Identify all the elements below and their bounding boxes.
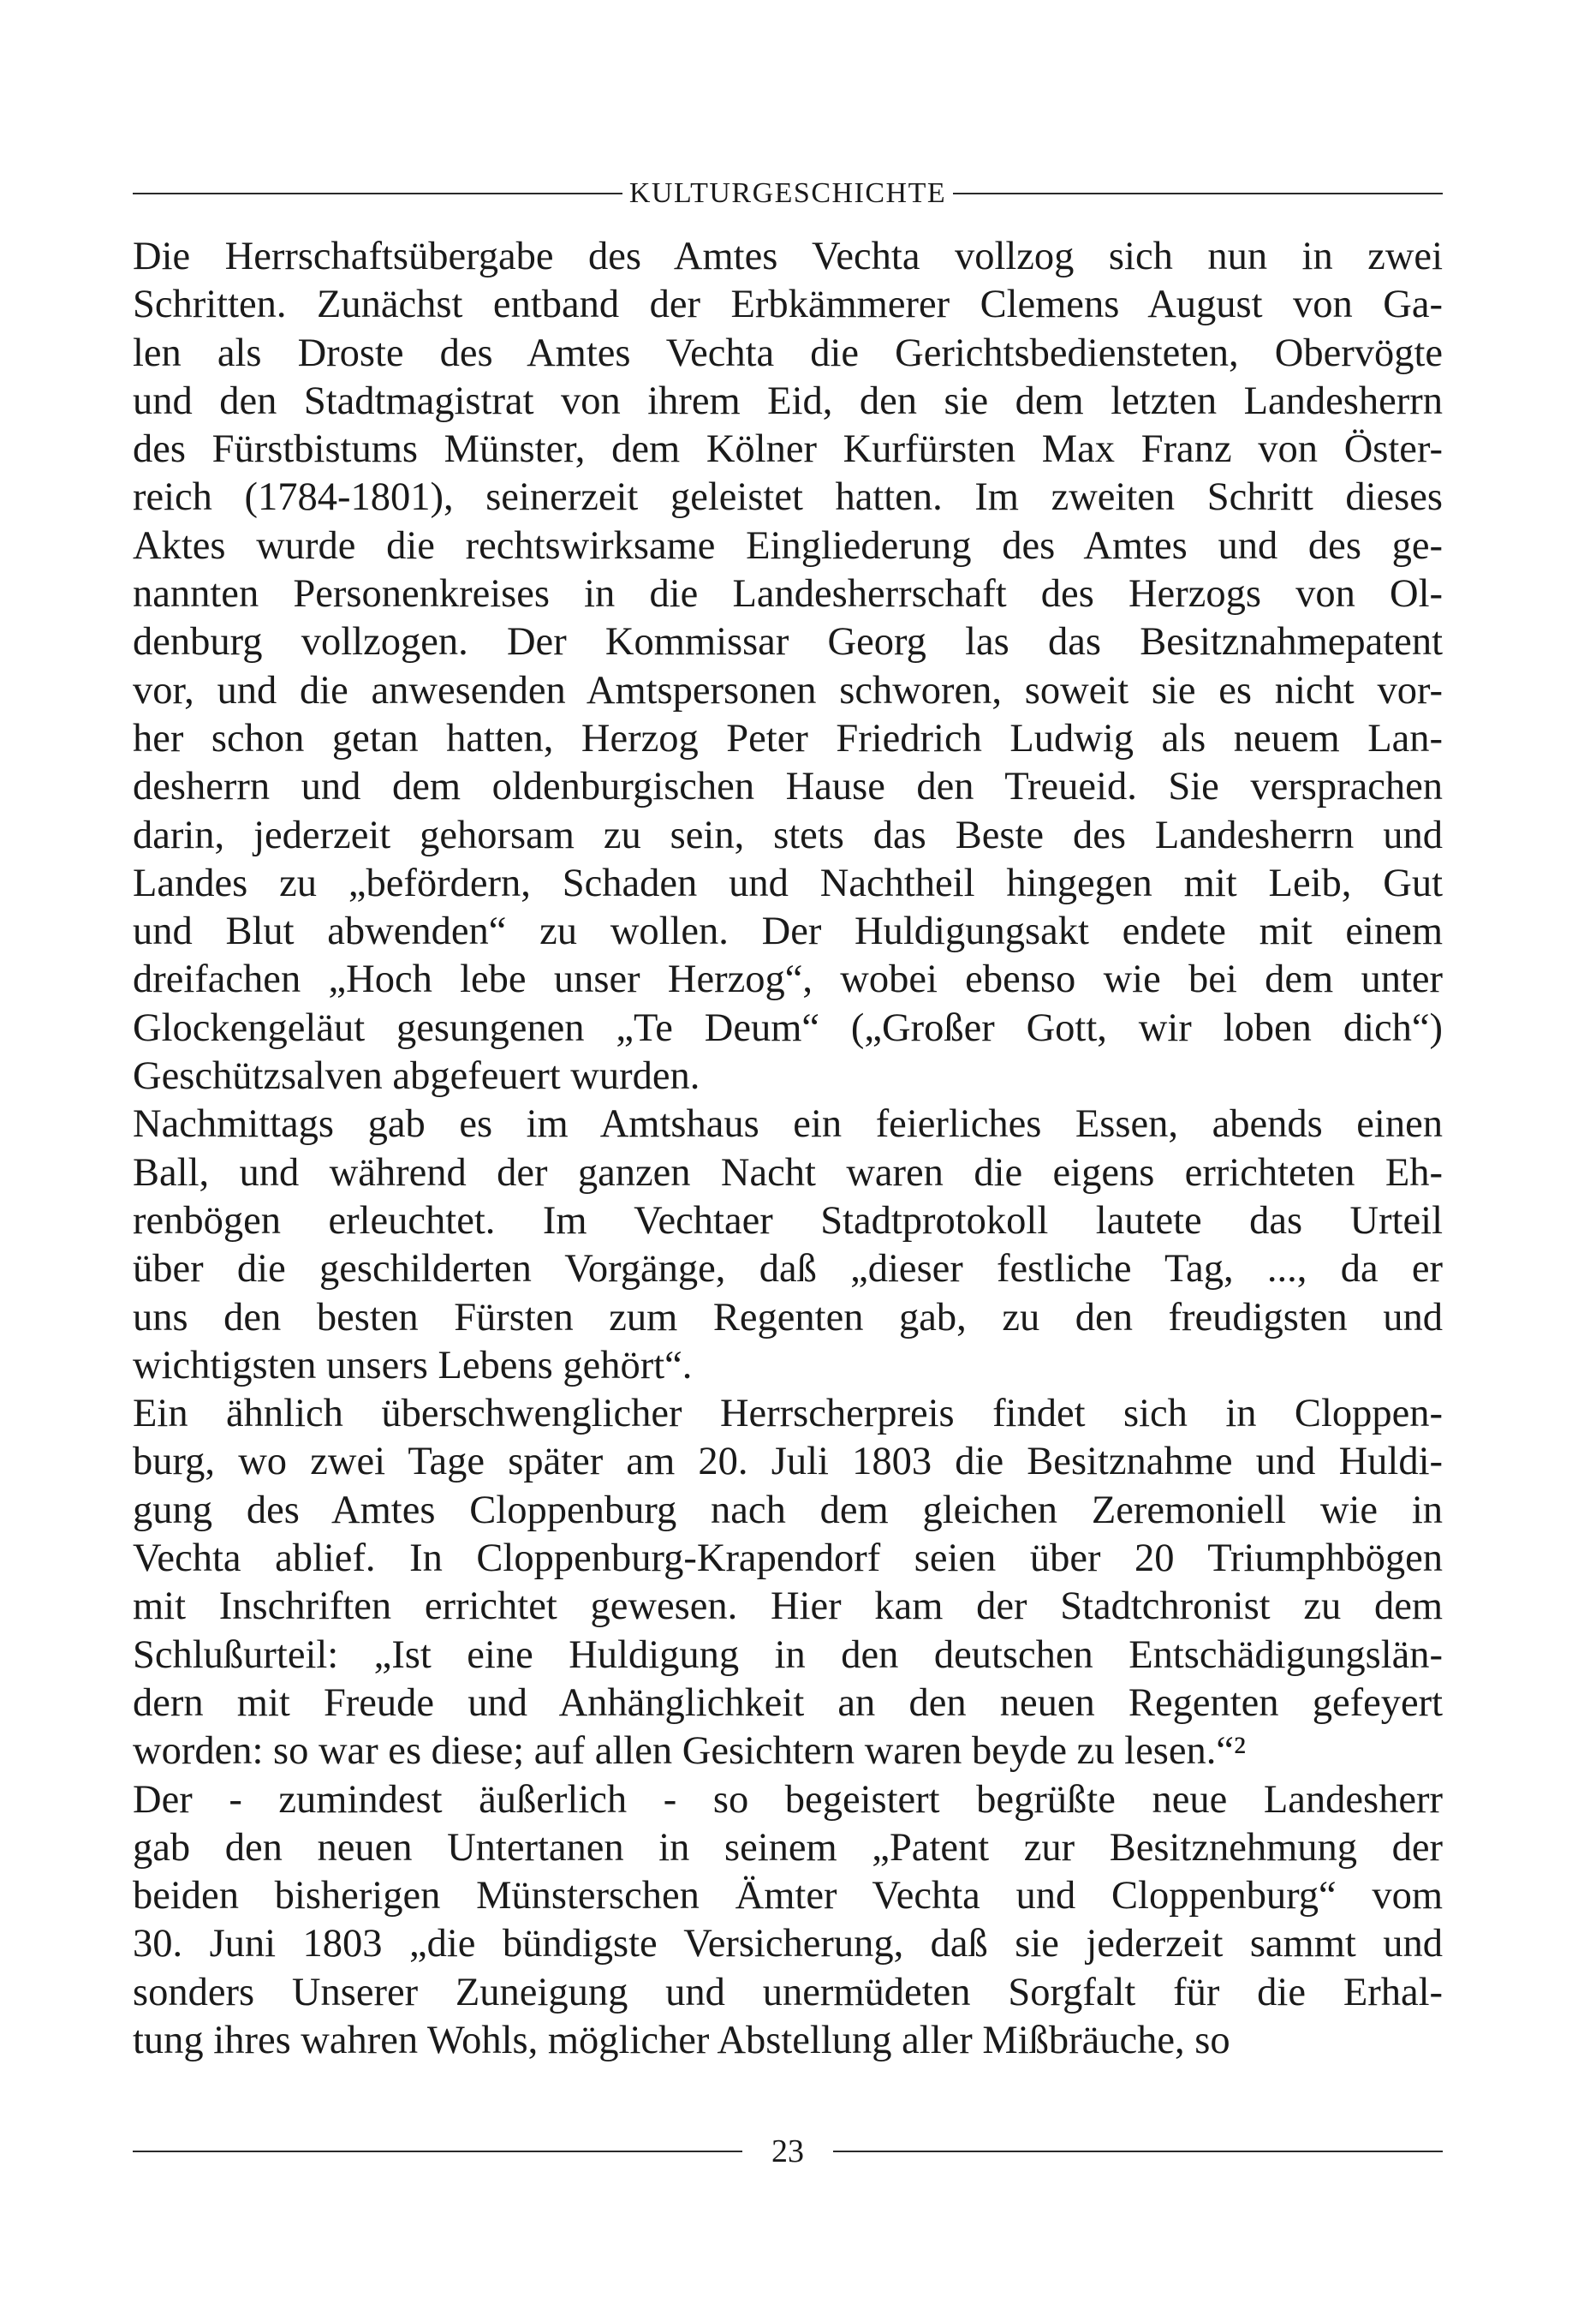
text-line: mit Inschriften errichtet gewesen. Hier kam der Stadtchronist zu dem xyxy=(133,1584,1443,1629)
text-line: sonders Unserer Zuneigung und unermüdeten Sorgfalt für die Erhal- xyxy=(133,1970,1443,2014)
text-line: desherrn und dem oldenburgischen Hause den Treueid. Sie versprachen xyxy=(133,765,1443,809)
text-line: und den Stadtmagistrat von ihrem Eid, den sie dem letzten Landesherrn xyxy=(133,379,1443,423)
text-line: dern mit Freude und Anhänglichkeit an den neuen Regenten gefeyert xyxy=(133,1680,1443,1725)
text-line: darin, jederzeit gehorsam zu sein, stets das Beste des Landesherrn und xyxy=(133,813,1443,857)
text-line: Glockengeläut gesungenen „Te Deum“ („Großer Gott, wir loben dich“) xyxy=(133,1005,1443,1050)
text-line: Der - zumindest äußerlich - so begeistert begrüßte neue Landesherr xyxy=(133,1777,1443,1822)
text-line: len als Droste des Amtes Vechta die Gerichtsbediensteten, Obervögte xyxy=(133,331,1443,375)
text-line: burg, wo zwei Tage später am 20. Juli 1803 die Besitznahme und Huldi- xyxy=(133,1440,1443,1484)
text-line: Schlußurteil: „Ist eine Huldigung in den deutschen Entschädigungslän- xyxy=(133,1632,1443,1677)
text-line: reich (1784-1801), seinerzeit geleistet hatten. Im zweiten Schritt dieses xyxy=(133,475,1443,520)
text-line: Nachmittags gab es im Amtshaus ein feierliches Essen, abends einen xyxy=(133,1102,1443,1147)
text-line: Schritten. Zunächst entband der Erbkämmerer Clemens August von Ga- xyxy=(133,283,1443,327)
running-header-title: KULTURGESCHICHTE xyxy=(628,177,947,209)
header-rule-right xyxy=(953,193,1443,194)
text-line: tung ihres wahren Wohls, möglicher Abstellung aller Mißbräuche, so xyxy=(133,2018,1230,2062)
text-line: nannten Personenkreises in die Landesherrschaft des Herzogs von Ol- xyxy=(133,572,1443,617)
page-number: 23 xyxy=(771,2133,804,2169)
text-line: dreifachen „Hoch lebe unser Herzog“, wobei ebenso wie bei dem unter xyxy=(133,958,1443,1002)
footer-rule-right xyxy=(833,2151,1443,2152)
text-line: Die Herrschaftsübergabe des Amtes Vechta vollzog sich nun in zwei xyxy=(133,235,1443,278)
text-line: des Fürstbistums Münster, dem Kölner Kurfürsten Max Franz von Öster- xyxy=(133,427,1443,472)
paragraph xyxy=(133,1776,1443,2066)
text-line: denburg vollzogen. Der Kommissar Georg las das Besitznahmepatent xyxy=(133,620,1443,665)
running-header xyxy=(133,170,1443,218)
header-rule-left xyxy=(133,193,622,194)
text-line: und Blut abwenden“ zu wollen. Der Huldigungsakt endete mit einem xyxy=(133,910,1443,954)
text-line: uns den besten Fürsten zum Regenten gab, zu den freudigsten und xyxy=(133,1295,1443,1339)
text-line: Aktes wurde die rechtswirksame Eingliederung des Amtes und des ge- xyxy=(133,523,1443,568)
paragraph xyxy=(133,233,1443,1101)
text-line: wichtigsten unsers Lebens gehört“. xyxy=(133,1343,693,1387)
text-line: beiden bisherigen Münsterschen Ämter Vechta und Cloppenburg“ vom xyxy=(133,1874,1443,1918)
text-line: Ein ähnlich überschwenglicher Herrscherpreis findet sich in Cloppen- xyxy=(133,1392,1443,1436)
text-line: renbögen erleuchtet. Im Vechtaer Stadtprotokoll lautete das Urteil xyxy=(133,1198,1443,1243)
paragraph xyxy=(133,1101,1443,1390)
body-text xyxy=(133,233,1443,2065)
text-line: Ball, und während der ganzen Nacht waren die eigens errichteten Eh- xyxy=(133,1150,1443,1195)
page-footer xyxy=(133,2126,1443,2177)
text-line: gab den neuen Untertanen in seinem „Patent zur Besitznehmung der xyxy=(133,1825,1443,1870)
footer-rule-left xyxy=(133,2151,742,2152)
text-line: gung des Amtes Cloppenburg nach dem gleichen Zeremoniell wie in xyxy=(133,1488,1443,1532)
text-line: über die geschilderten Vorgänge, daß „dieser festliche Tag, ..., da er xyxy=(133,1247,1443,1292)
text-line: Vechta ablief. In Cloppenburg-Krapendorf seien über 20 Triumphbögen xyxy=(133,1536,1443,1581)
text-line: vor, und die anwesenden Amtspersonen schworen, soweit sie es nicht vor- xyxy=(133,668,1443,713)
paragraph xyxy=(133,1390,1443,1775)
text-line: her schon getan hatten, Herzog Peter Friedrich Ludwig als neuem Lan- xyxy=(133,716,1443,761)
text-line: Landes zu „befördern, Schaden und Nachtheil hingegen mit Leib, Gut xyxy=(133,861,1443,905)
text-line: Geschützsalven abgefeuert wurden. xyxy=(133,1054,700,1099)
text-line: worden: so war es diese; auf allen Gesichtern waren beyde zu lesen.“² xyxy=(133,1729,1246,1774)
text-line: 30. Juni 1803 „die bündigste Versicherung, daß sie jederzeit sammt und xyxy=(133,1922,1443,1966)
